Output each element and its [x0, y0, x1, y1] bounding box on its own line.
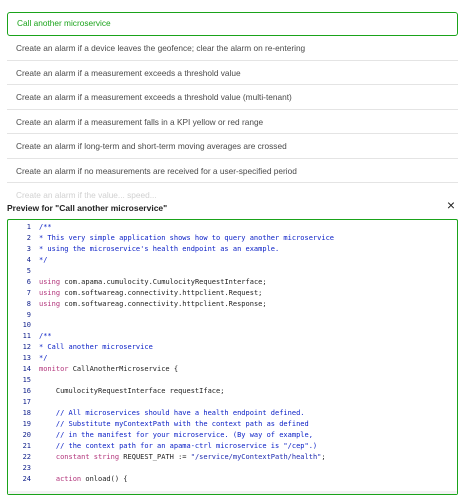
code-token: /**: [39, 223, 52, 231]
code-token: action: [39, 474, 86, 483]
code-line: [8, 233, 457, 244]
line-number: 7: [26, 288, 31, 297]
code-lines: [8, 222, 457, 485]
code-line: [8, 342, 457, 353]
code-text: [39, 331, 52, 342]
code-token: */: [39, 255, 48, 264]
code-text: [39, 386, 224, 397]
code-text: [39, 441, 317, 452]
line-number: 8: [26, 299, 31, 308]
code-line: [8, 452, 457, 463]
line-number: 12: [22, 343, 31, 352]
list-item[interactable]: Create an alarm if no measurements are received for a user-specified period: [7, 159, 458, 184]
code-text: [39, 233, 334, 244]
code-line: [8, 331, 457, 342]
code-token: constant string: [39, 452, 124, 461]
code-text: [39, 353, 47, 364]
code-token: monitor: [39, 365, 73, 374]
code-line: [8, 419, 457, 430]
line-number: 20: [22, 430, 31, 439]
line-number: 21: [22, 441, 31, 450]
code-text: [39, 430, 313, 441]
code-text: [39, 255, 47, 266]
line-number: 9: [26, 310, 31, 319]
code-token: REQUEST_PATH :=: [123, 452, 191, 461]
code-token: CumulocityRequestInterface requestIface;: [39, 387, 225, 396]
list-item[interactable]: Create an alarm if a measurement exceeds a threshold value: [7, 61, 458, 86]
code-line: [8, 364, 457, 375]
code-token: * Call another microservice: [39, 343, 153, 352]
list-item[interactable]: Create an alarm if the value... speed...: [16, 190, 157, 200]
code-token: com.apama.cumulocity.CumulocityRequestInterface;: [64, 277, 267, 286]
line-number: 17: [22, 398, 31, 406]
code-token: // Substitute myContextPath with the context path as defined: [39, 419, 309, 428]
line-number: 22: [22, 452, 31, 461]
line-number: 10: [22, 321, 31, 330]
code-token: using: [39, 299, 65, 308]
sample-list: [7, 12, 458, 200]
code-token: CallAnotherMicroservice {: [72, 365, 179, 374]
line-number: 13: [22, 354, 31, 363]
code-line: [8, 310, 457, 321]
code-line: [8, 386, 457, 397]
code-line: [8, 353, 457, 364]
line-number: 1: [26, 223, 31, 231]
code-text: [39, 288, 262, 299]
code-token: // All microservices should have a health endpoint defined.: [39, 408, 305, 417]
code-token: * This very simple application shows how to query another microservice: [39, 233, 335, 242]
code-line: [8, 320, 457, 331]
line-number: 24: [22, 474, 31, 483]
code-line: [8, 397, 457, 408]
code-token: // in the manifest for your microservice. (By way of example,: [39, 430, 313, 439]
code-text: [39, 364, 178, 375]
code-token: com.softwareag.connectivity.httpclient.Request;: [64, 288, 263, 297]
code-line: [8, 266, 457, 277]
list-item[interactable]: Create an alarm if a measurement exceeds a threshold value (multi-tenant): [7, 85, 458, 110]
code-token: /**: [39, 332, 52, 341]
code-token: "/service/myContextPath/health": [190, 452, 322, 461]
code-text: [39, 299, 267, 310]
list-item[interactable]: Create an alarm if a device leaves the geofence; clear the alarm on re-entering: [7, 36, 458, 61]
code-line: [8, 244, 457, 255]
line-number: 4: [26, 255, 31, 264]
code-text: [39, 277, 267, 288]
code-text: [39, 452, 326, 463]
list-item[interactable]: Call another microservice: [7, 12, 458, 36]
line-number: 16: [22, 387, 31, 396]
code-line: [8, 474, 457, 485]
code-token: com.softwareag.connectivity.httpclient.Response;: [64, 299, 267, 308]
code-text: [39, 244, 279, 255]
code-line: [8, 299, 457, 310]
line-number: 5: [26, 266, 31, 275]
code-line: [8, 222, 457, 233]
code-token: ;: [321, 452, 326, 461]
code-text: [39, 419, 309, 430]
code-token: using: [39, 288, 65, 297]
line-number: 15: [22, 376, 31, 385]
code-text: [39, 222, 52, 233]
line-number: 11: [22, 332, 31, 341]
code-token: */: [39, 354, 48, 363]
code-scroll-edge: [8, 491, 457, 494]
code-preview: [7, 219, 458, 495]
line-number: 6: [26, 277, 31, 286]
code-line: [8, 375, 457, 386]
code-text: [39, 408, 305, 419]
code-token: using: [39, 277, 65, 286]
preview-title: Preview for "Call another microservice": [7, 203, 168, 213]
list-item[interactable]: Create an alarm if long-term and short-term moving averages are crossed: [7, 134, 458, 159]
line-number: 23: [22, 463, 31, 472]
line-number: 3: [26, 244, 31, 253]
close-icon[interactable]: ×: [446, 197, 456, 213]
code-line: [8, 441, 457, 452]
code-text: [39, 342, 153, 353]
code-line: [8, 277, 457, 288]
code-token: * using the microservice's health endpoint as an example.: [39, 244, 280, 253]
code-line: [8, 408, 457, 419]
code-line: [8, 288, 457, 299]
code-line: [8, 430, 457, 441]
line-number: 14: [22, 365, 31, 374]
line-number: 18: [22, 408, 31, 417]
code-text: [39, 474, 128, 485]
code-line: [8, 255, 457, 266]
code-line: [8, 463, 457, 474]
list-item[interactable]: Create an alarm if a measurement falls in a KPI yellow or red range: [7, 110, 458, 135]
code-token: // the context path for an apama-ctrl microservice is "/cep".): [39, 441, 318, 450]
line-number: 19: [22, 419, 31, 428]
line-number: 2: [26, 233, 31, 242]
code-token: onload() {: [85, 474, 128, 483]
